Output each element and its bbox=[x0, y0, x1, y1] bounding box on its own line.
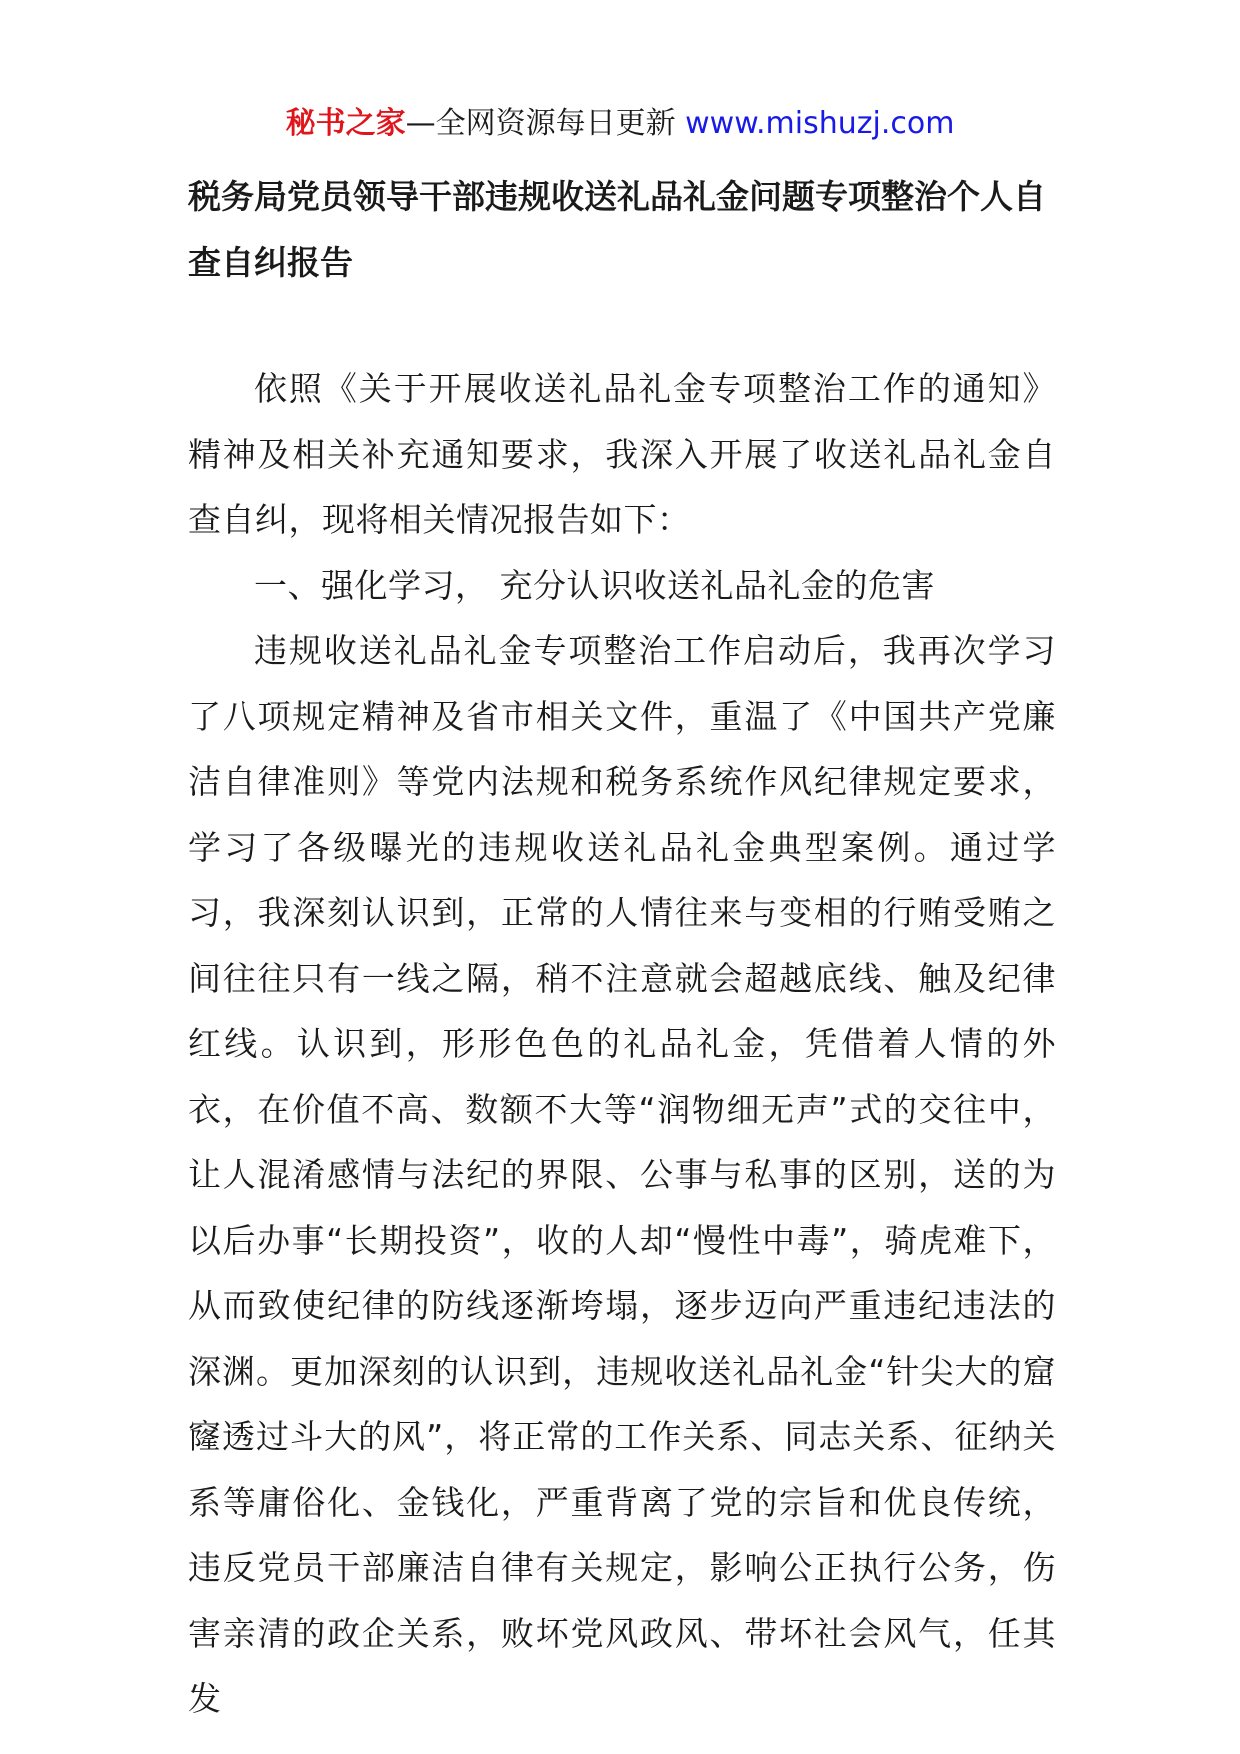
site-brand: 秘书之家 bbox=[285, 106, 406, 141]
site-tagline: —全网资源每日更新 bbox=[405, 106, 686, 141]
site-header bbox=[0, 102, 1240, 146]
section-heading-1: 一、强化学习， 充分认识收送礼品礼金的危害 bbox=[254, 565, 935, 605]
document-body bbox=[188, 356, 1056, 1732]
paragraph-intro: 依照《关于开展收送礼品礼金专项整治工作的通知》精神及相关补充通知要求，我深入开展了收送礼品礼金自查自纠，现将相关情况报告如下： bbox=[188, 369, 1056, 539]
document-title: 税务局党员领导干部违规收送礼品礼金问题专项整治个人自查自纠报告 bbox=[188, 177, 1046, 282]
site-url-link[interactable]: www.mishuzj.com bbox=[685, 106, 955, 141]
paragraph-section-1: 违规收送礼品礼金专项整治工作启动后，我再次学习了八项规定精神及省市相关文件，重温了《中国共产党廉洁自律准则》等党内法规和税务系统作风纪律规定要求，学习了各级曝光的违规收送礼品礼金典型案例。通过学习，我深刻认识到，正常的人情往来与变相的行贿受贿之间往往只有一线之隔，稍不注意就会超越底线、触及纪律红线。认识到，形形色色的礼品礼金，凭借着人情的外衣，在价值不高、数额不大等“润物细无声”式的交往中，让人混淆感情与法纪的界限、公事与私事的区别，送的为以后办事“长期投资”，收的人却“慢性中毒”，骑虎难下，从而致使纪律的防线逐渐垮塌，逐步迈向严重违纪违法的深渊。更加深刻的认识到，违规收送礼品礼金“针尖大的窟窿透过斗大的风”，将正常的工作关系、同志关系、征纳关系等庸俗化、金钱化，严重背离了党的宗旨和优良传统，违反党员干部廉洁自律有关规定，影响公正执行公务，伤害亲清的政企关系，败坏党风政风、带坏社会风气，任其发 bbox=[188, 631, 1056, 1718]
